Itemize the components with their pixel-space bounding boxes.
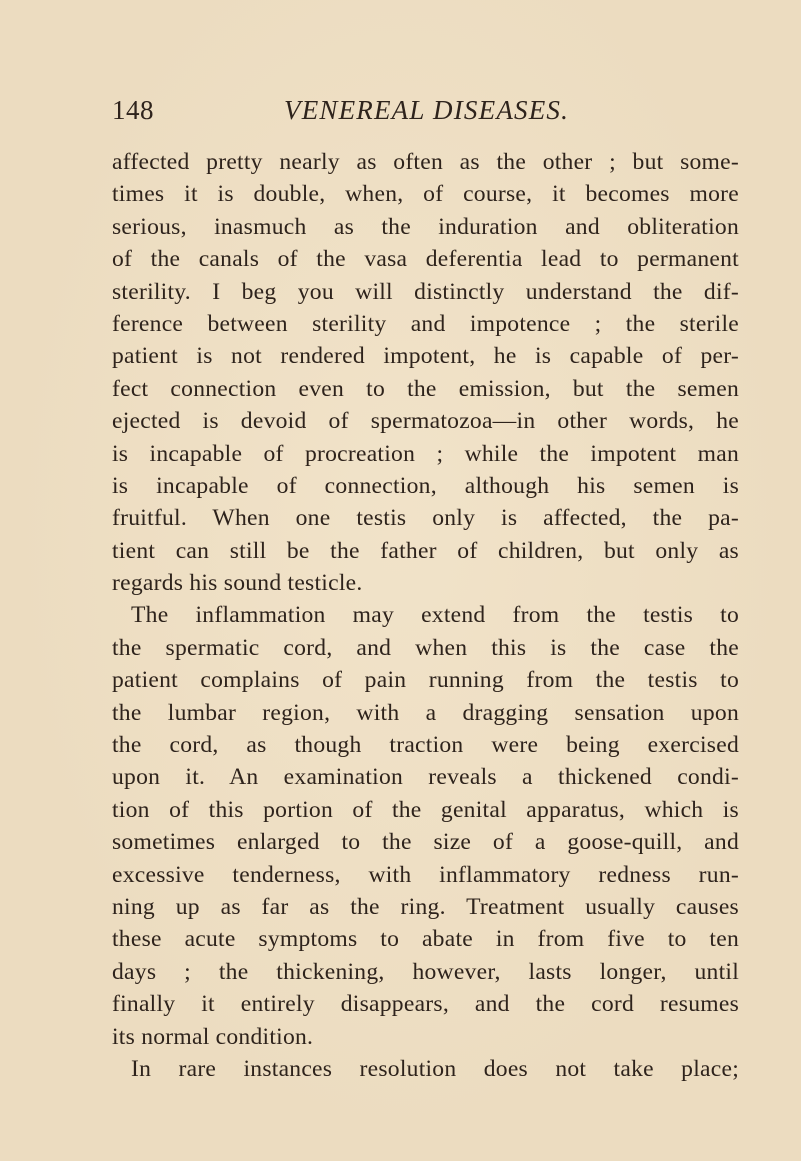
text-line: fruitful. When one testis only is affected, the pa-	[112, 505, 739, 532]
text-line: tion of this portion of the genital apparatus, which is	[112, 796, 739, 823]
text-line: patient complains of pain running from the testis to	[112, 667, 739, 694]
text-line: ning up as far as the ring. Treatment usually causes	[112, 893, 739, 920]
text-line: excessive tenderness, with inflammatory redness run-	[112, 861, 739, 888]
text-line: days ; the thickening, however, lasts longer, until	[112, 958, 739, 985]
text-line: upon it. An examination reveals a thickened condi-	[112, 764, 739, 791]
text-line: tient can still be the father of children, but only as	[112, 537, 739, 564]
paragraph-start-line: The inflammation may extend from the testis to	[131, 602, 739, 629]
text-line: sometimes enlarged to the size of a goose-quill, and	[112, 829, 739, 856]
text-line: patient is not rendered impotent, he is capable of per-	[112, 343, 739, 370]
text-line: the spermatic cord, and when this is the case the	[112, 634, 739, 661]
text-line: times it is double, when, of course, it becomes more	[112, 181, 739, 208]
running-head	[112, 90, 702, 130]
text-line: ference between sterility and impotence ; the sterile	[112, 310, 739, 337]
paragraph-end-line: regards his sound testicle.	[112, 570, 363, 597]
text-line: of the canals of the vasa deferentia lead to permanent	[112, 246, 739, 273]
paragraph-end-line: its normal condition.	[112, 1023, 314, 1050]
body-text	[112, 146, 739, 1085]
text-line: sterility. I beg you will distinctly understand the dif-	[112, 278, 739, 305]
text-line: ejected is devoid of spermatozoa—in other words, he	[112, 408, 739, 435]
running-title: VENEREAL DISEASES.	[284, 95, 570, 125]
text-line: these acute symptoms to abate in from five to ten	[112, 926, 739, 953]
text-line: finally it entirely disappears, and the cord resumes	[112, 991, 739, 1018]
text-line: affected pretty nearly as often as the other ; but some-	[112, 149, 739, 175]
text-line: fect connection even to the emission, but the semen	[112, 375, 739, 402]
text-line: the cord, as though traction were being exercised	[112, 732, 739, 759]
page-number: 148	[112, 95, 154, 125]
text-line: the lumbar region, with a dragging sensation upon	[112, 699, 739, 726]
text-line: is incapable of connection, although his semen is	[112, 472, 739, 499]
text-line: is incapable of procreation ; while the impotent man	[112, 440, 739, 467]
text-line: serious, inasmuch as the induration and obliteration	[112, 213, 739, 240]
paragraph-start-line: In rare instances resolution does not take place;	[131, 1055, 739, 1082]
